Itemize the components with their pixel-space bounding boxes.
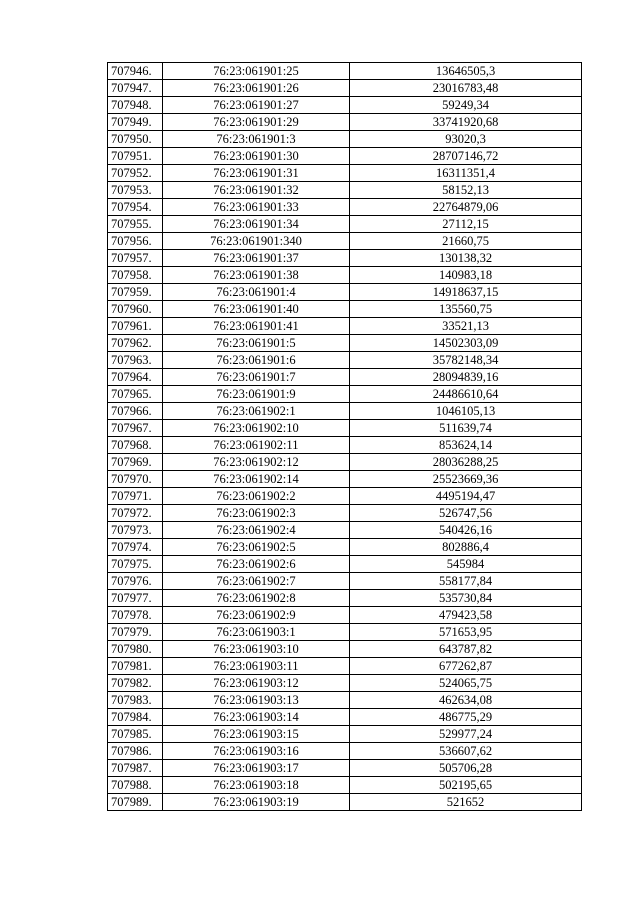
value-cell: 545984	[350, 556, 582, 573]
row-number-cell: 707948.	[108, 97, 163, 114]
value-cell: 4495194,47	[350, 488, 582, 505]
row-number-cell: 707956.	[108, 233, 163, 250]
value-cell: 35782148,34	[350, 352, 582, 369]
value-cell: 28094839,16	[350, 369, 582, 386]
value-cell: 28036288,25	[350, 454, 582, 471]
value-cell: 535730,84	[350, 590, 582, 607]
table-row	[108, 386, 582, 403]
row-number-cell: 707978.	[108, 607, 163, 624]
value-cell: 28707146,72	[350, 148, 582, 165]
cadastral-number-cell: 76:23:061902:6	[163, 556, 350, 573]
cadastral-number-cell: 76:23:061902:9	[163, 607, 350, 624]
table-row	[108, 352, 582, 369]
table-row	[108, 692, 582, 709]
table-row	[108, 454, 582, 471]
row-number-cell: 707977.	[108, 590, 163, 607]
row-number-cell: 707973.	[108, 522, 163, 539]
value-cell: 140983,18	[350, 267, 582, 284]
cadastral-number-cell: 76:23:061902:11	[163, 437, 350, 454]
value-cell: 505706,28	[350, 760, 582, 777]
table-row	[108, 522, 582, 539]
value-cell: 16311351,4	[350, 165, 582, 182]
table-row	[108, 80, 582, 97]
cadastral-number-cell: 76:23:061901:26	[163, 80, 350, 97]
value-cell: 529977,24	[350, 726, 582, 743]
row-number-cell: 707966.	[108, 403, 163, 420]
table-row	[108, 658, 582, 675]
row-number-cell: 707965.	[108, 386, 163, 403]
row-number-cell: 707967.	[108, 420, 163, 437]
row-number-cell: 707971.	[108, 488, 163, 505]
cadastral-number-cell: 76:23:061901:3	[163, 131, 350, 148]
value-cell: 571653,95	[350, 624, 582, 641]
cadastral-number-cell: 76:23:061902:4	[163, 522, 350, 539]
cadastral-number-cell: 76:23:061901:4	[163, 284, 350, 301]
value-cell: 540426,16	[350, 522, 582, 539]
table-row	[108, 556, 582, 573]
cadastral-number-cell: 76:23:061903:17	[163, 760, 350, 777]
cadastral-number-cell: 76:23:061902:10	[163, 420, 350, 437]
row-number-cell: 707987.	[108, 760, 163, 777]
table-row	[108, 131, 582, 148]
cadastral-number-cell: 76:23:061903:10	[163, 641, 350, 658]
table-row	[108, 726, 582, 743]
cadastral-number-cell: 76:23:061901:30	[163, 148, 350, 165]
table-row	[108, 641, 582, 658]
row-number-cell: 707989.	[108, 794, 163, 811]
cadastral-number-cell: 76:23:061901:25	[163, 63, 350, 80]
row-number-cell: 707976.	[108, 573, 163, 590]
cadastral-number-cell: 76:23:061901:38	[163, 267, 350, 284]
cadastral-number-cell: 76:23:061901:32	[163, 182, 350, 199]
table-row	[108, 488, 582, 505]
cadastral-number-cell: 76:23:061902:8	[163, 590, 350, 607]
table-row	[108, 301, 582, 318]
row-number-cell: 707947.	[108, 80, 163, 97]
cadastral-number-cell: 76:23:061901:27	[163, 97, 350, 114]
table-row	[108, 165, 582, 182]
value-cell: 511639,74	[350, 420, 582, 437]
value-cell: 33741920,68	[350, 114, 582, 131]
row-number-cell: 707946.	[108, 63, 163, 80]
table-row	[108, 284, 582, 301]
cadastral-number-cell: 76:23:061903:1	[163, 624, 350, 641]
cadastral-value-table	[107, 62, 582, 811]
table-row	[108, 539, 582, 556]
cadastral-number-cell: 76:23:061903:15	[163, 726, 350, 743]
value-cell: 526747,56	[350, 505, 582, 522]
row-number-cell: 707969.	[108, 454, 163, 471]
cadastral-number-cell: 76:23:061901:31	[163, 165, 350, 182]
row-number-cell: 707983.	[108, 692, 163, 709]
table-row	[108, 420, 582, 437]
table-row	[108, 437, 582, 454]
value-cell: 22764879,06	[350, 199, 582, 216]
value-cell: 93020,3	[350, 131, 582, 148]
table-row	[108, 743, 582, 760]
row-number-cell: 707979.	[108, 624, 163, 641]
row-number-cell: 707972.	[108, 505, 163, 522]
row-number-cell: 707975.	[108, 556, 163, 573]
row-number-cell: 707955.	[108, 216, 163, 233]
cadastral-number-cell: 76:23:061901:9	[163, 386, 350, 403]
cadastral-number-cell: 76:23:061901:5	[163, 335, 350, 352]
cadastral-number-cell: 76:23:061902:14	[163, 471, 350, 488]
value-cell: 853624,14	[350, 437, 582, 454]
value-cell: 486775,29	[350, 709, 582, 726]
row-number-cell: 707986.	[108, 743, 163, 760]
row-number-cell: 707950.	[108, 131, 163, 148]
cadastral-number-cell: 76:23:061901:6	[163, 352, 350, 369]
row-number-cell: 707974.	[108, 539, 163, 556]
row-number-cell: 707963.	[108, 352, 163, 369]
table-row	[108, 97, 582, 114]
row-number-cell: 707954.	[108, 199, 163, 216]
value-cell: 13646505,3	[350, 63, 582, 80]
value-cell: 21660,75	[350, 233, 582, 250]
table-row	[108, 505, 582, 522]
value-cell: 58152,13	[350, 182, 582, 199]
cadastral-number-cell: 76:23:061901:41	[163, 318, 350, 335]
value-cell: 558177,84	[350, 573, 582, 590]
table-row	[108, 471, 582, 488]
cadastral-number-cell: 76:23:061901:34	[163, 216, 350, 233]
value-cell: 521652	[350, 794, 582, 811]
cadastral-number-cell: 76:23:061901:37	[163, 250, 350, 267]
table-row	[108, 760, 582, 777]
row-number-cell: 707951.	[108, 148, 163, 165]
row-number-cell: 707953.	[108, 182, 163, 199]
cadastral-number-cell: 76:23:061901:7	[163, 369, 350, 386]
row-number-cell: 707962.	[108, 335, 163, 352]
cadastral-number-cell: 76:23:061903:14	[163, 709, 350, 726]
row-number-cell: 707982.	[108, 675, 163, 692]
row-number-cell: 707949.	[108, 114, 163, 131]
row-number-cell: 707981.	[108, 658, 163, 675]
value-cell: 130138,32	[350, 250, 582, 267]
cadastral-number-cell: 76:23:061903:18	[163, 777, 350, 794]
value-cell: 677262,87	[350, 658, 582, 675]
cadastral-number-cell: 76:23:061902:5	[163, 539, 350, 556]
value-cell: 33521,13	[350, 318, 582, 335]
table-row	[108, 216, 582, 233]
cadastral-number-cell: 76:23:061902:7	[163, 573, 350, 590]
value-cell: 502195,65	[350, 777, 582, 794]
table-body	[108, 63, 582, 811]
value-cell: 643787,82	[350, 641, 582, 658]
value-cell: 27112,15	[350, 216, 582, 233]
value-cell: 479423,58	[350, 607, 582, 624]
row-number-cell: 707988.	[108, 777, 163, 794]
table-row	[108, 199, 582, 216]
cadastral-number-cell: 76:23:061903:11	[163, 658, 350, 675]
value-cell: 14918637,15	[350, 284, 582, 301]
row-number-cell: 707952.	[108, 165, 163, 182]
table-row	[108, 624, 582, 641]
row-number-cell: 707980.	[108, 641, 163, 658]
table-row	[108, 114, 582, 131]
cadastral-number-cell: 76:23:061901:29	[163, 114, 350, 131]
table-row	[108, 709, 582, 726]
table-row	[108, 335, 582, 352]
table-row	[108, 148, 582, 165]
cadastral-number-cell: 76:23:061902:12	[163, 454, 350, 471]
value-cell: 802886,4	[350, 539, 582, 556]
table-row	[108, 369, 582, 386]
row-number-cell: 707970.	[108, 471, 163, 488]
value-cell: 23016783,48	[350, 80, 582, 97]
cadastral-number-cell: 76:23:061903:13	[163, 692, 350, 709]
table-row	[108, 794, 582, 811]
value-cell: 24486610,64	[350, 386, 582, 403]
row-number-cell: 707958.	[108, 267, 163, 284]
cadastral-number-cell: 76:23:061903:12	[163, 675, 350, 692]
cadastral-number-cell: 76:23:061901:340	[163, 233, 350, 250]
value-cell: 524065,75	[350, 675, 582, 692]
value-cell: 14502303,09	[350, 335, 582, 352]
value-cell: 1046105,13	[350, 403, 582, 420]
row-number-cell: 707968.	[108, 437, 163, 454]
table-row	[108, 318, 582, 335]
table-row	[108, 233, 582, 250]
row-number-cell: 707961.	[108, 318, 163, 335]
cadastral-number-cell: 76:23:061903:16	[163, 743, 350, 760]
table-row	[108, 590, 582, 607]
table-row	[108, 267, 582, 284]
cadastral-number-cell: 76:23:061901:33	[163, 199, 350, 216]
row-number-cell: 707964.	[108, 369, 163, 386]
table-row	[108, 675, 582, 692]
value-cell: 462634,08	[350, 692, 582, 709]
table-row	[108, 250, 582, 267]
cadastral-number-cell: 76:23:061903:19	[163, 794, 350, 811]
table-row	[108, 182, 582, 199]
table-row	[108, 607, 582, 624]
cadastral-number-cell: 76:23:061902:2	[163, 488, 350, 505]
value-cell: 536607,62	[350, 743, 582, 760]
row-number-cell: 707985.	[108, 726, 163, 743]
table-row	[108, 63, 582, 80]
row-number-cell: 707960.	[108, 301, 163, 318]
row-number-cell: 707959.	[108, 284, 163, 301]
cadastral-number-cell: 76:23:061902:1	[163, 403, 350, 420]
cadastral-number-cell: 76:23:061901:40	[163, 301, 350, 318]
value-cell: 59249,34	[350, 97, 582, 114]
row-number-cell: 707984.	[108, 709, 163, 726]
value-cell: 25523669,36	[350, 471, 582, 488]
row-number-cell: 707957.	[108, 250, 163, 267]
value-cell: 135560,75	[350, 301, 582, 318]
table-row	[108, 573, 582, 590]
cadastral-number-cell: 76:23:061902:3	[163, 505, 350, 522]
table-row	[108, 403, 582, 420]
table-row	[108, 777, 582, 794]
